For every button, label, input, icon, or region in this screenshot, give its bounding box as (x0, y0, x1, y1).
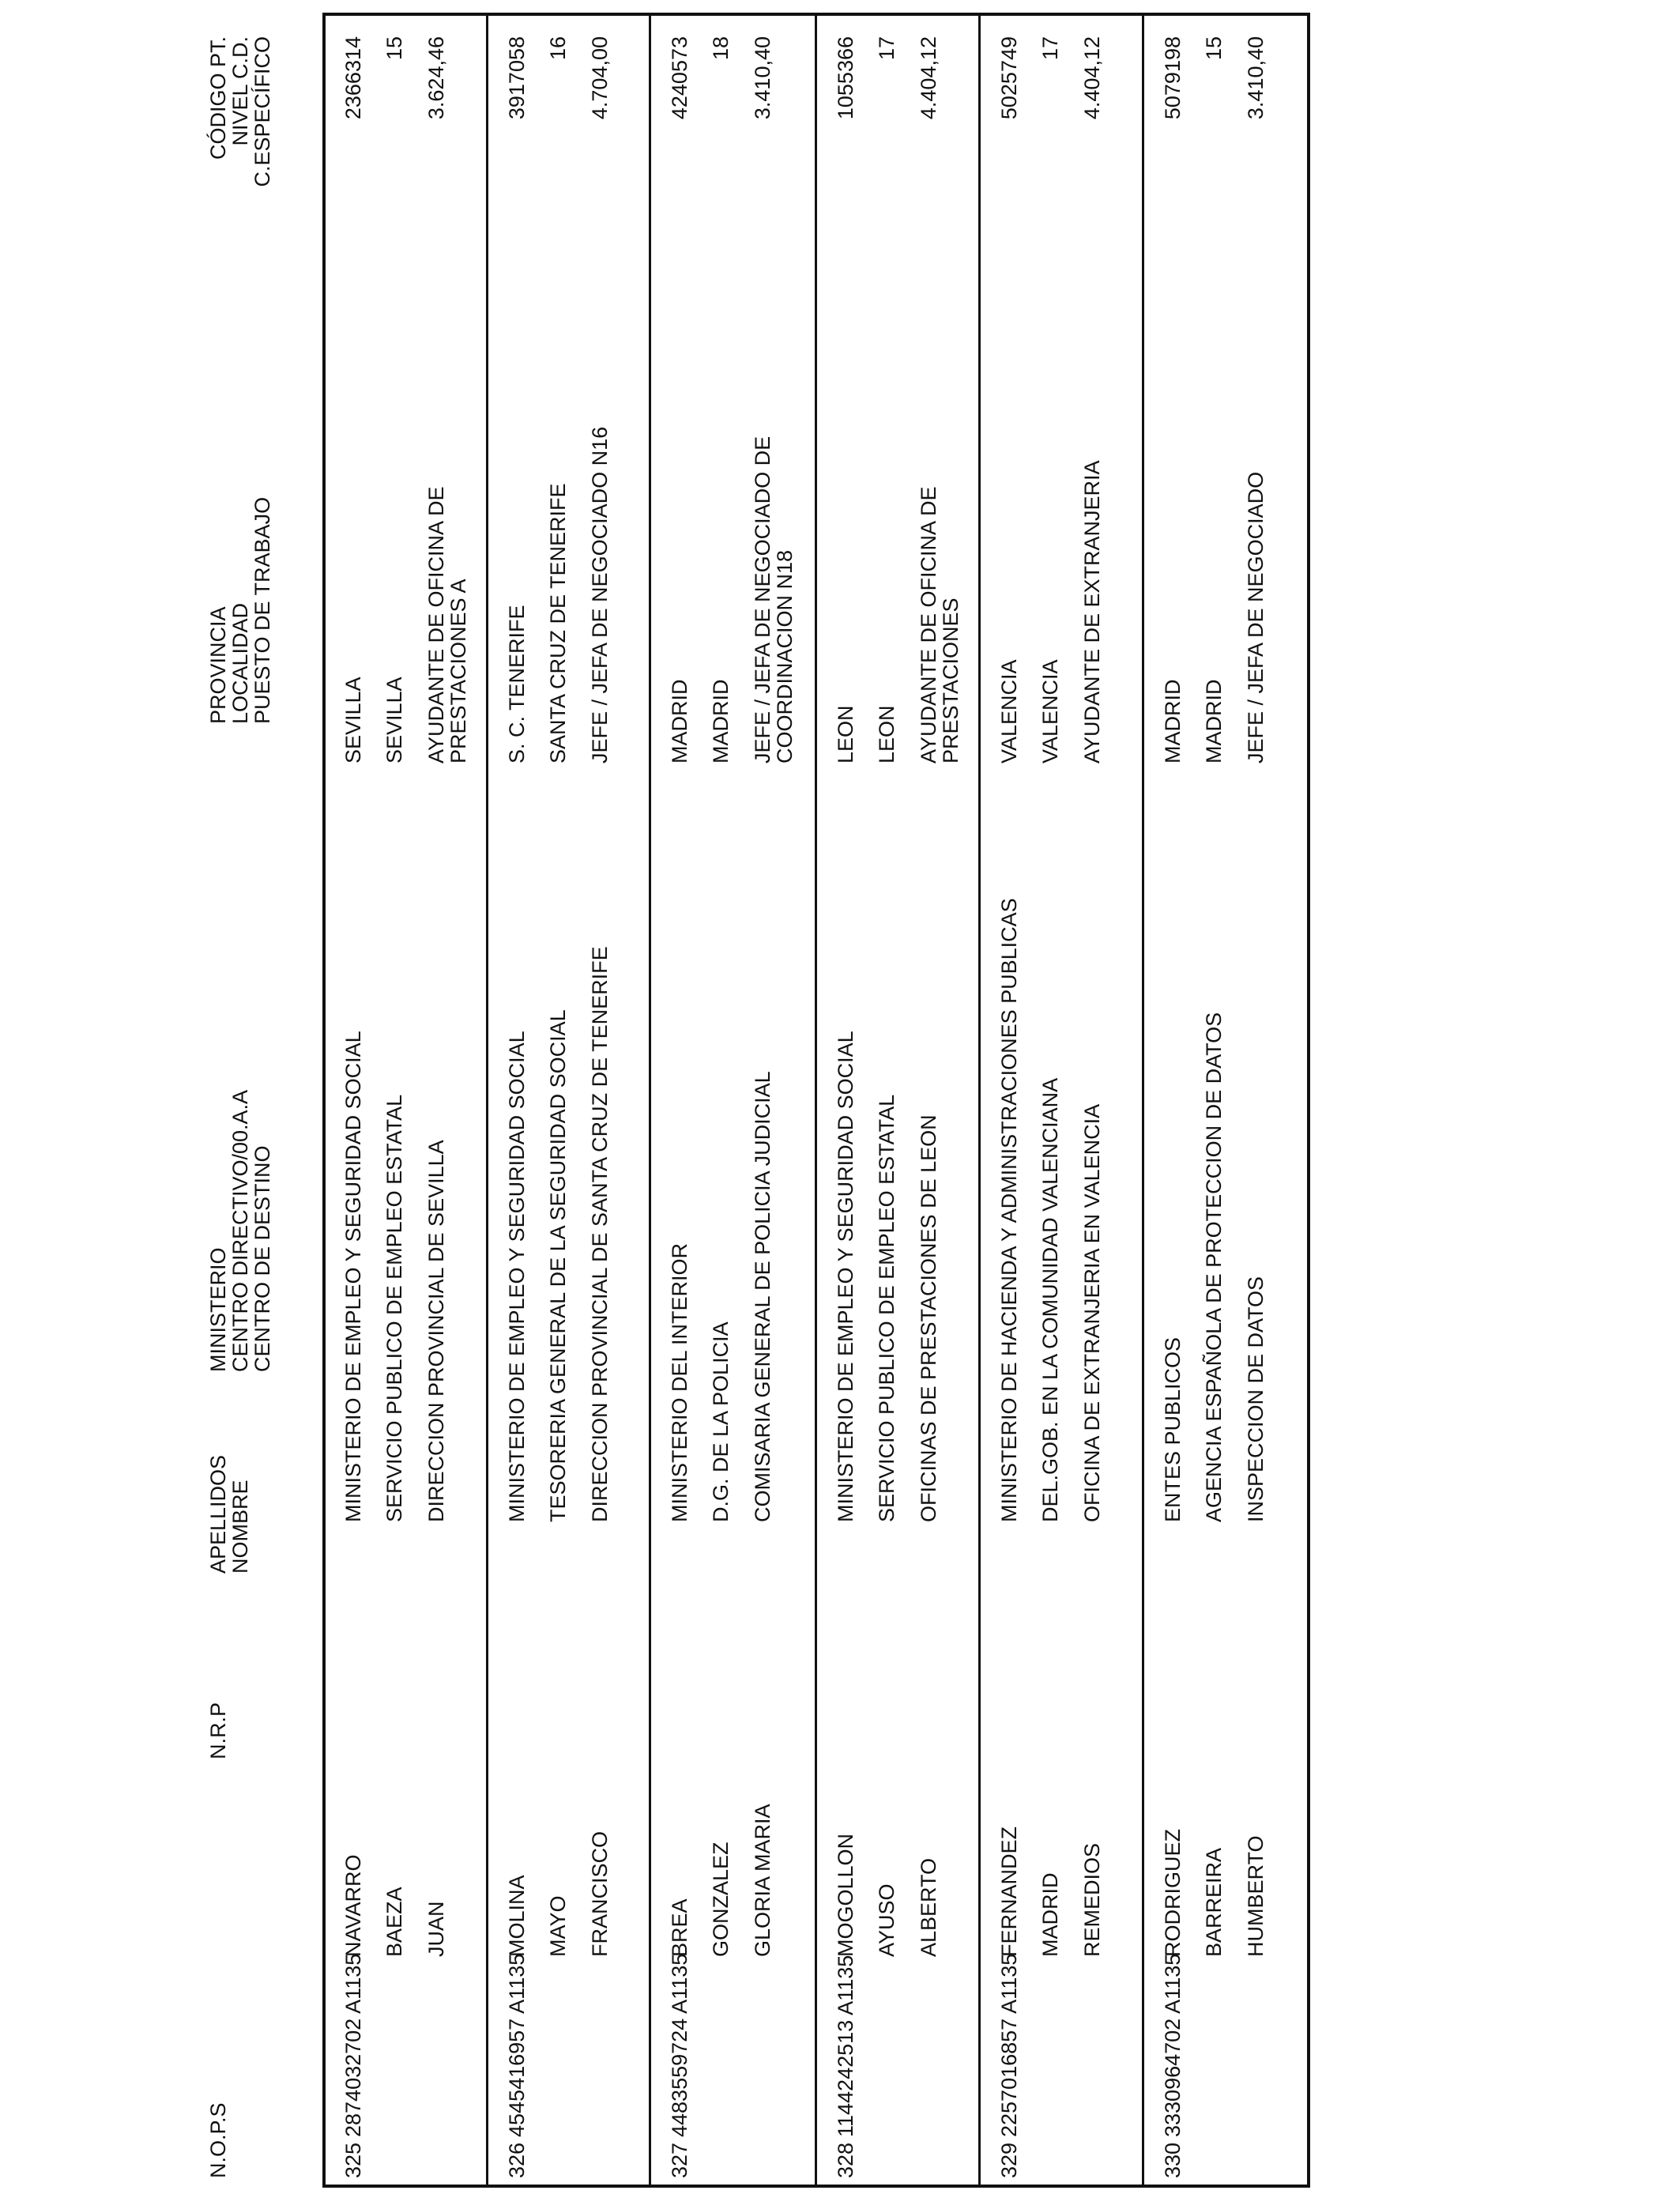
record-especifico: 3.410,40 (1244, 36, 1268, 120)
record-nops: 329 (997, 2142, 1021, 2178)
record-centro-directivo: AGENCIA ESPAÑOLA DE PROTECCION DE DATOS (1202, 1012, 1226, 1522)
record-surname-1: RODRIGUEZ (1161, 1829, 1185, 1957)
record-codigo: 2366314 (341, 36, 365, 120)
record-localidad: LEON (875, 705, 898, 763)
record-surname-1: FERNANDEZ (997, 1826, 1021, 1957)
record-first-name: GLORIA MARIA (751, 1804, 774, 1957)
record-nivel: 15 (382, 36, 406, 61)
record-centro-directivo: D.G. DE LA POLICIA (709, 1321, 733, 1522)
record-nrp: 2257016857 A1135 (997, 1953, 1021, 2137)
record-surname-1: NAVARRO (341, 1854, 365, 1957)
record-codigo: 4240573 (668, 36, 691, 120)
record-surname-1: MOLINA (505, 1875, 529, 1957)
record-centro-directivo: SERVICIO PUBLICO DE EMPLEO ESTATAL (875, 1094, 898, 1522)
record-provincia: VALENCIA (997, 659, 1021, 763)
record-ministerio: MINISTERIO DE EMPLEO Y SEGURIDAD SOCIAL (505, 1031, 529, 1522)
record-provincia: LEON (834, 705, 857, 763)
header-provincia: PROVINCIA (206, 606, 230, 724)
header-centro-directivo: CENTRO DIRECTIVO/00.A.A (228, 1089, 252, 1372)
record-provincia: MADRID (668, 679, 691, 763)
record-especifico: 3.624,46 (424, 36, 448, 120)
record-surname-2: MADRID (1038, 1872, 1062, 1957)
record-especifico: 4.704,00 (588, 36, 612, 120)
record-nrp: 4545416957 A1135 (505, 1953, 529, 2137)
record-separator (1142, 13, 1144, 2188)
header-especifico: C.ESPECÍFICO (250, 36, 274, 187)
record-puesto: AYUDANTE DE EXTRANJERIA (1080, 460, 1104, 763)
record-first-name: JUAN (424, 1901, 448, 1957)
record-first-name: REMEDIOS (1080, 1842, 1104, 1957)
record-nops: 327 (668, 2142, 691, 2178)
header-ministerio: MINISTERIO (206, 1247, 230, 1372)
record-puesto: JEFE / JEFA DE NEGOCIADO DE COORDINACION N18 (751, 435, 797, 763)
record-nrp: 1144242513 A1135 (834, 1955, 857, 2137)
record-first-name: HUMBERTO (1244, 1835, 1268, 1957)
header-localidad: LOCALIDAD (228, 602, 252, 724)
record-codigo: 1055366 (834, 36, 857, 120)
record-localidad: VALENCIA (1038, 659, 1062, 763)
record-separator (649, 13, 651, 2188)
header-centro-destino: CENTRO DE DESTINO (250, 1145, 274, 1372)
record-localidad: MADRID (1202, 679, 1226, 763)
record-nops: 326 (505, 2142, 529, 2178)
record-nrp: 4483559724 A1135 (668, 1953, 691, 2137)
record-nops: 330 (1161, 2142, 1185, 2178)
record-centro-destino: OFICINA DE EXTRANJERIA EN VALENCIA (1080, 1103, 1104, 1522)
record-surname-1: MOGOLLON (834, 1833, 857, 1957)
record-nrp: 2874032702 A1135 (341, 1953, 365, 2137)
record-puesto: AYUDANTE DE OFICINA DE PRESTACIONES (917, 486, 962, 763)
header-apellidos: APELLIDOS (206, 1454, 230, 1574)
record-centro-destino: COMISARIA GENERAL DE POLICIA JUDICIAL (751, 1071, 774, 1522)
record-especifico: 4.404,12 (917, 36, 940, 120)
header-codigo: CÓDIGO PT. (206, 36, 230, 160)
record-puesto: AYUDANTE DE OFICINA DE PRESTACIONES A (424, 486, 470, 763)
record-ministerio: MINISTERIO DE EMPLEO Y SEGURIDAD SOCIAL (341, 1031, 365, 1522)
record-localidad: MADRID (709, 679, 733, 763)
record-surname-2: AYUSO (875, 1883, 898, 1957)
header-puesto: PUESTO DE TRABAJO (250, 496, 274, 724)
record-puesto: JEFE / JEFA DE NEGOCIADO (1244, 471, 1268, 763)
header-nrp: N.R.P (206, 1702, 230, 1759)
record-nivel: 15 (1202, 36, 1226, 61)
record-ministerio: MINISTERIO DEL INTERIOR (668, 1242, 691, 1522)
record-nops: 325 (341, 2142, 365, 2178)
record-localidad: SEVILLA (382, 677, 406, 763)
record-surname-1: BREA (668, 1898, 691, 1957)
record-especifico: 3.410,40 (751, 36, 774, 120)
record-centro-directivo: TESORERIA GENERAL DE LA SEGURIDAD SOCIAL (546, 1009, 570, 1522)
header-nops: N.O.P.S (206, 2102, 230, 2178)
record-nivel: 16 (546, 36, 570, 61)
record-centro-destino: DIRECCION PROVINCIAL DE SEVILLA (424, 1140, 448, 1522)
record-centro-directivo: DEL.GOB. EN LA COMUNIDAD VALENCIANA (1038, 1077, 1062, 1522)
record-ministerio: MINISTERIO DE HACIENDA Y ADMINISTRACIONES PUBLICAS (997, 898, 1021, 1522)
record-puesto: JEFE / JEFA DE NEGOCIADO N16 (588, 426, 612, 763)
record-surname-2: BARREIRA (1202, 1847, 1226, 1957)
record-separator (815, 13, 817, 2188)
record-especifico: 4.404,12 (1080, 36, 1104, 120)
record-nivel: 18 (709, 36, 733, 61)
record-provincia: SEVILLA (341, 677, 365, 763)
record-nivel: 17 (1038, 36, 1062, 61)
record-first-name: ALBERTO (917, 1857, 940, 1957)
record-separator (978, 13, 981, 2188)
record-first-name: FRANCISCO (588, 1830, 612, 1957)
header-nivel: NIVEL C.D. (228, 36, 252, 146)
record-centro-directivo: SERVICIO PUBLICO DE EMPLEO ESTATAL (382, 1094, 406, 1522)
record-localidad: SANTA CRUZ DE TENERIFE (546, 483, 570, 763)
record-ministerio: MINISTERIO DE EMPLEO Y SEGURIDAD SOCIAL (834, 1031, 857, 1522)
record-surname-2: BAEZA (382, 1887, 406, 1957)
record-codigo: 5079198 (1161, 36, 1185, 120)
record-provincia: MADRID (1161, 679, 1185, 763)
record-surname-2: MAYO (546, 1895, 570, 1957)
record-nrp: 3330964702 A1135 (1161, 1953, 1185, 2137)
record-codigo: 5025749 (997, 36, 1021, 120)
record-centro-destino: OFICINAS DE PRESTACIONES DE LEON (917, 1114, 940, 1522)
record-nivel: 17 (875, 36, 898, 61)
record-codigo: 3917058 (505, 36, 529, 120)
header-nombre: NOMBRE (228, 1480, 252, 1574)
record-separator (486, 13, 488, 2188)
record-surname-2: GONZALEZ (709, 1842, 733, 1957)
record-centro-destino: DIRECCION PROVINCIAL DE SANTA CRUZ DE TENERIFE (588, 946, 612, 1522)
record-nops: 328 (834, 2142, 857, 2178)
record-ministerio: ENTES PUBLICOS (1161, 1336, 1185, 1522)
record-provincia: S. C. TENERIFE (505, 605, 529, 763)
record-centro-destino: INSPECCION DE DATOS (1244, 1276, 1268, 1522)
